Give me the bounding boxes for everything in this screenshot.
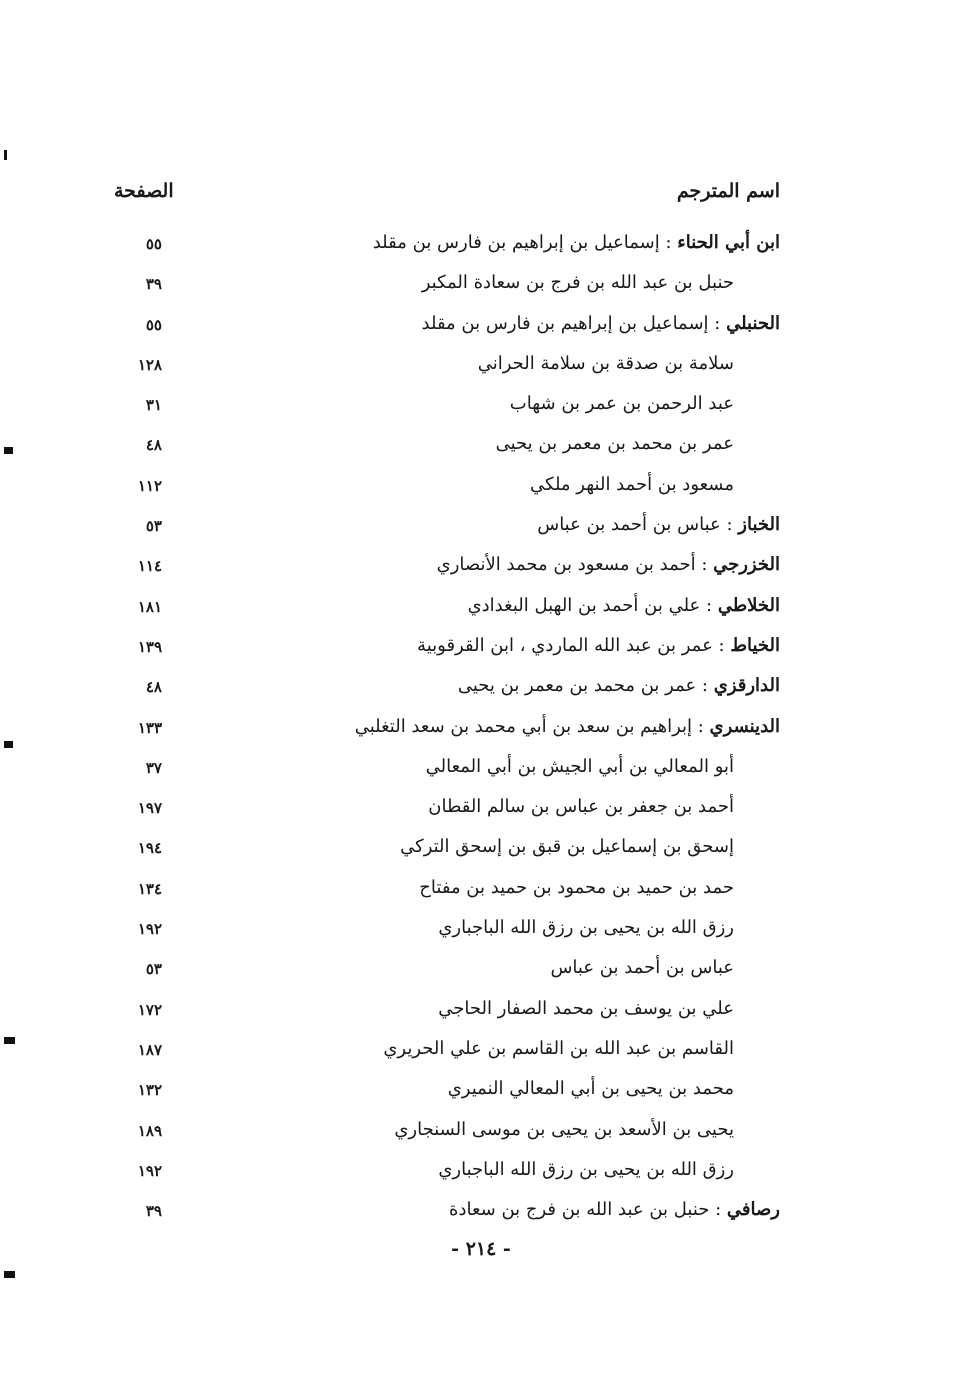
index-entry [0,750,962,790]
entry-person: رزق الله بن يحيى بن رزق الله الباجباري [438,1158,734,1180]
entry-name [426,756,734,777]
index-entry [0,669,962,709]
index-entry [0,790,962,830]
entry-person: أبو المعالي بن أبي الجيش بن أبي المعالي [425,755,734,777]
index-entry [0,266,962,306]
index-entry [0,508,962,548]
entry-person: : إسماعيل بن إبراهيم بن فارس بن مقلد [421,312,727,334]
index-entry [0,1153,962,1193]
entry-person: القاسم بن عبد الله بن القاسم بن علي الحريري [383,1037,734,1059]
index-entry [0,951,962,991]
entry-page-number: ٣٩ [145,1202,162,1221]
entry-name [438,917,734,938]
column-header-page: الصفحة [114,180,174,202]
entry-page-number: ١٣٩ [137,637,162,656]
entry-name [468,595,780,616]
entry-page-number: ١٣٢ [137,1081,162,1100]
entry-name [417,635,780,656]
index-entry [0,830,962,870]
index-entry [0,548,962,588]
index-entry [0,589,962,629]
entry-page-number: ١٩٤ [137,839,162,858]
entry-page-number: ٥٥ [145,315,162,334]
entry-page-number: ١٣٣ [137,718,162,737]
entry-page-number: ٥٣ [145,517,162,536]
entry-person: : حنبل بن عبد الله بن فرج بن سعادة [449,1199,727,1221]
entry-nisba: ابن أبي الحناء [677,232,780,253]
entry-nisba: رصافي [726,1199,780,1221]
entry-name [437,554,780,575]
column-header-translated-name: اسم المترجم [676,180,780,202]
entry-person: رزق الله بن يحيى بن رزق الله الباجباري [438,917,734,939]
entry-name [550,957,734,978]
entry-name [449,1199,780,1220]
entry-nisba: الخباز [738,514,780,536]
entry-person: أحمد بن جعفر بن عباس بن سالم القطان [428,796,734,818]
entry-name [496,433,734,454]
entry-name [438,1159,734,1180]
entry-person: : عباس بن أحمد بن عباس [537,514,739,536]
entry-nisba: الخزرجي [713,554,780,576]
entry-name [422,272,734,293]
entry-person: : علي بن أحمد بن الهبل البغدادي [467,594,718,616]
scan-mark [4,447,13,454]
entry-person: : أحمد بن مسعود بن محمد الأنصاري [436,554,714,576]
index-entry [0,427,962,467]
entry-nisba: الدارقزي [713,675,780,697]
entry-page-number: ١٢٨ [137,355,162,374]
entry-person: حنبل بن عبد الله بن فرج بن سعادة المكبر [421,272,734,294]
entry-name [537,514,780,535]
entry-person: سلامة بن صدقة بن سلامة الحراني [477,352,734,374]
entry-nisba: الدينسري [709,715,780,737]
entry-nisba: الخياط [730,634,780,656]
entry-name [478,353,734,374]
entry-name [530,474,734,495]
entry-person: علي بن يوسف بن محمد الصفار الحاجي [438,997,734,1019]
entry-name [458,675,780,696]
entry-person: : إبراهيم بن سعد بن أبي محمد بن سعد التغلبي [354,715,710,737]
entry-person: عبد الرحمن بن عمر بن شهاب [509,393,734,415]
scan-mark [4,150,7,160]
entry-page-number: ١١٤ [137,557,162,576]
index-entry [0,1113,962,1153]
entry-person: محمد بن يحيى بن أبي المعالي النميري [447,1078,734,1100]
scan-mark [4,1271,15,1278]
entry-person: إسحق بن إسماعيل بن قبق بن إسحق التركي [400,836,734,858]
entry-person: مسعود بن أحمد النهر ملكي [530,473,734,495]
index-entry [0,1193,962,1233]
entry-person: عمر بن محمد بن معمر بن يحيى [495,433,734,455]
entry-person: : عمر بن محمد بن معمر بن يحيى [457,675,714,697]
entry-person: : عمر بن عبد الله الماردي ، ابن القرقوبية [417,634,731,656]
entry-page-number: ١٨٧ [137,1040,162,1059]
entry-page-number: ٤٨ [145,678,162,697]
index-entry [0,1072,962,1112]
entry-page-number: ٤٨ [145,436,162,455]
entry-page-number: ١٨١ [137,597,162,616]
index-entry [0,710,962,750]
entry-page-number: ٣٩ [145,275,162,294]
entry-name [448,1078,734,1099]
entry-page-number: ٥٣ [145,960,162,979]
entry-person: : إسماعيل بن إبراهيم بن فارس بن مقلد [372,232,678,253]
entry-name [419,877,734,898]
entry-name [355,716,780,737]
index-entry [0,307,962,347]
entry-page-number: ٣٧ [145,758,162,777]
index-entry [0,226,962,266]
entry-person: يحيى بن الأسعد بن يحيى بن موسى السنجاري [394,1118,734,1140]
entry-page-number: ٥٥ [145,235,162,253]
entry-page-number: ١٨٩ [137,1121,162,1140]
index-entry [0,347,962,387]
entry-page-number: ١٩٢ [137,920,162,939]
index-entry [0,387,962,427]
entry-person: عباس بن أحمد بن عباس [550,957,734,979]
entry-nisba: الحنبلي [726,312,780,334]
index-entry [0,871,962,911]
index-entry [0,911,962,951]
entry-nisba: الخلاطي [717,594,780,616]
entry-name [373,232,780,253]
entry-name [422,313,780,334]
entry-name [400,836,734,857]
entry-person: حمد بن حميد بن محمود بن حميد بن مفتاح [419,876,734,898]
entry-name [394,1119,734,1140]
entry-page-number: ١٣٤ [137,879,162,898]
entry-page-number: ٣١ [145,396,162,415]
index-list [0,226,962,1233]
entry-name [510,393,734,414]
index-entry [0,992,962,1032]
scan-mark [4,1037,15,1044]
index-entry [0,1032,962,1072]
entry-page-number: ١٧٢ [137,1000,162,1019]
entry-name [383,1038,734,1059]
entry-page-number: ١١٢ [137,476,162,495]
entry-page-number: ١٩٧ [137,799,162,818]
index-entry [0,629,962,669]
scan-mark [4,741,13,748]
index-entry [0,468,962,508]
entry-page-number: ١٩٢ [137,1161,162,1180]
page-number: - ٢١٤ - [451,1238,511,1260]
entry-name [428,796,734,817]
entry-name [438,998,734,1019]
